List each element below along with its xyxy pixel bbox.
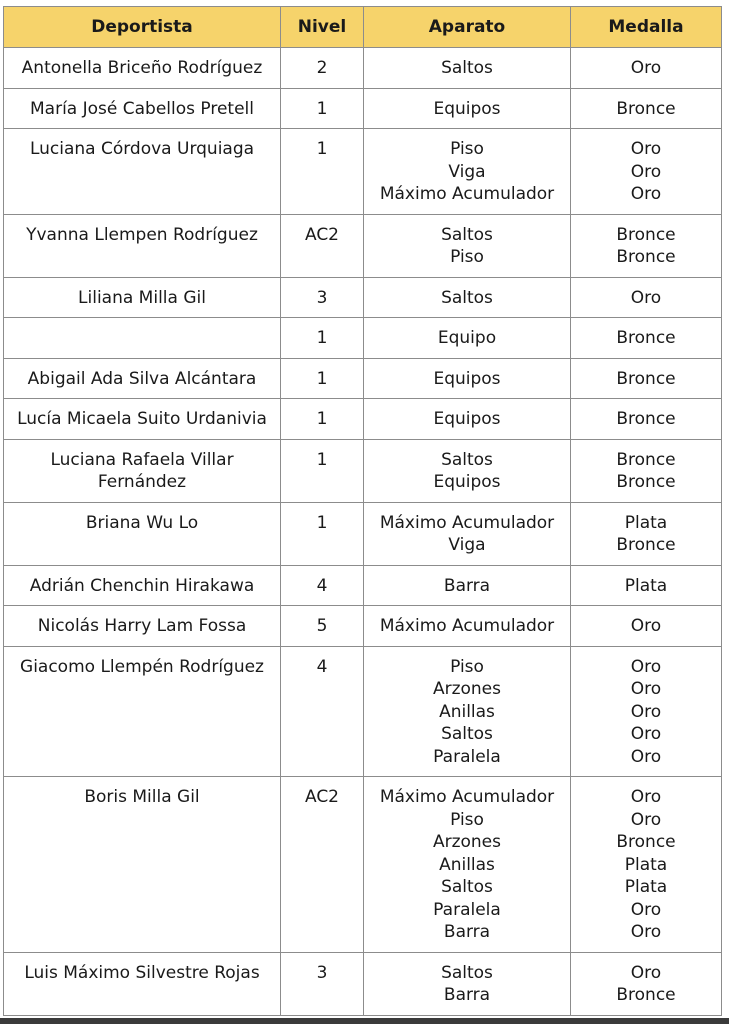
- athlete-cell: Briana Wu Lo: [4, 502, 281, 565]
- medal-item: Oro: [630, 616, 662, 636]
- medal-item: Bronce: [616, 535, 676, 555]
- apparatus-item: Saltos: [441, 962, 493, 983]
- level-cell: 3: [281, 952, 364, 1015]
- table-row: [4, 399, 722, 440]
- level-cell: 2: [281, 48, 364, 89]
- medal-item: Plata: [624, 512, 668, 533]
- medal-cell: [571, 565, 722, 606]
- athlete-cell: Antonella Briceño Rodríguez: [4, 48, 281, 89]
- medal-item: Oro: [630, 922, 662, 942]
- table-row: [4, 88, 722, 129]
- athlete-cell: Giacomo Llempén Rodríguez: [4, 646, 281, 777]
- medal-cell: [571, 777, 722, 953]
- medal-item: Oro: [630, 656, 662, 677]
- athlete-cell: [4, 318, 281, 359]
- bottom-edge-bar: [0, 1018, 729, 1024]
- medal-item: Bronce: [616, 985, 676, 1005]
- apparatus-item: Arzones: [432, 832, 502, 852]
- apparatus-item: Máximo Acumulador: [379, 787, 555, 807]
- table-row: [4, 646, 722, 777]
- athlete-cell: Boris Milla Gil: [4, 777, 281, 953]
- medal-cell: [571, 399, 722, 440]
- apparatus-cell: [364, 606, 571, 647]
- medal-item: Oro: [630, 899, 662, 920]
- apparatus-cell: [364, 48, 571, 89]
- medal-item: Bronce: [616, 98, 676, 119]
- apparatus-cell: [364, 318, 571, 359]
- apparatus-cell: [364, 277, 571, 318]
- table-row: [4, 214, 722, 277]
- apparatus-item: Saltos: [441, 58, 493, 78]
- apparatus-item: Paralela: [433, 899, 501, 920]
- level-cell: AC2: [281, 777, 364, 953]
- level-cell: 1: [281, 358, 364, 399]
- level-cell: 1: [281, 318, 364, 359]
- medal-cell: [571, 502, 722, 565]
- medal-item: Plata: [624, 575, 668, 596]
- apparatus-item: Barra: [443, 985, 491, 1005]
- table-body: [4, 48, 722, 1016]
- table-row: [4, 48, 722, 89]
- level-cell: 5: [281, 606, 364, 647]
- apparatus-cell: [364, 646, 571, 777]
- table-row: [4, 777, 722, 953]
- apparatus-item: Viga: [448, 161, 486, 182]
- athlete-cell: Yvanna Llempen Rodríguez: [4, 214, 281, 277]
- medal-item: Oro: [630, 962, 662, 983]
- medal-item: Plata: [624, 877, 668, 897]
- table-header: [4, 7, 722, 48]
- apparatus-cell: [364, 777, 571, 953]
- medal-item: Oro: [630, 161, 662, 182]
- level-cell: 1: [281, 439, 364, 502]
- apparatus-item: Anillas: [439, 854, 495, 875]
- medal-item: Oro: [630, 58, 662, 78]
- apparatus-item: Barra: [443, 575, 491, 596]
- athlete-cell: Abigail Ada Silva Alcántara: [4, 358, 281, 399]
- apparatus-item: Equipos: [433, 409, 501, 429]
- medal-cell: [571, 952, 722, 1015]
- table-row: [4, 565, 722, 606]
- apparatus-item: Máximo Acumulador: [379, 512, 555, 533]
- apparatus-item: Viga: [448, 535, 486, 555]
- apparatus-item: Saltos: [441, 449, 493, 470]
- athlete-cell: Luciana Rafaela Villar Fernández: [4, 439, 281, 502]
- apparatus-item: Equipos: [433, 98, 501, 119]
- apparatus-item: Piso: [450, 809, 484, 830]
- medal-item: Bronce: [616, 832, 676, 852]
- apparatus-item: Saltos: [441, 224, 493, 245]
- level-cell: 4: [281, 565, 364, 606]
- apparatus-item: Paralela: [433, 746, 501, 767]
- medal-item: Oro: [630, 184, 662, 204]
- athlete-cell: Nicolás Harry Lam Fossa: [4, 606, 281, 647]
- apparatus-cell: [364, 214, 571, 277]
- medal-item: Bronce: [616, 224, 676, 245]
- apparatus-item: Saltos: [441, 724, 493, 744]
- medal-item: Bronce: [616, 328, 676, 348]
- apparatus-cell: [364, 502, 571, 565]
- apparatus-item: Saltos: [441, 877, 493, 897]
- apparatus-cell: [364, 129, 571, 215]
- header-row: [4, 7, 722, 48]
- apparatus-item: Arzones: [432, 679, 502, 699]
- apparatus-cell: [364, 88, 571, 129]
- medal-cell: [571, 129, 722, 215]
- apparatus-item: Anillas: [439, 701, 495, 722]
- level-cell: 3: [281, 277, 364, 318]
- athlete-cell: Lucía Micaela Suito Urdanivia: [4, 399, 281, 440]
- medal-item: Oro: [630, 679, 662, 699]
- apparatus-item: Piso: [450, 247, 484, 267]
- medal-item: Oro: [630, 746, 662, 767]
- table-row: [4, 952, 722, 1015]
- apparatus-cell: [364, 952, 571, 1015]
- table-row: [4, 502, 722, 565]
- header-athlete: Deportista: [4, 7, 281, 48]
- header-level: Nivel: [281, 7, 364, 48]
- medal-item: Bronce: [616, 409, 676, 429]
- apparatus-item: Barra: [443, 922, 491, 942]
- apparatus-item: Equipos: [433, 472, 501, 492]
- apparatus-cell: [364, 399, 571, 440]
- apparatus-item: Piso: [450, 139, 484, 159]
- medal-item: Bronce: [616, 247, 676, 267]
- level-cell: 1: [281, 399, 364, 440]
- level-cell: 1: [281, 88, 364, 129]
- apparatus-item: Equipos: [433, 368, 501, 389]
- apparatus-item: Máximo Acumulador: [379, 184, 555, 204]
- athlete-cell: Adrián Chenchin Hirakawa: [4, 565, 281, 606]
- medal-cell: [571, 88, 722, 129]
- table-row: [4, 439, 722, 502]
- header-medal: Medalla: [571, 7, 722, 48]
- apparatus-cell: [364, 358, 571, 399]
- medal-cell: [571, 439, 722, 502]
- medal-item: Oro: [630, 809, 662, 830]
- apparatus-item: Equipo: [437, 328, 497, 348]
- medal-cell: [571, 48, 722, 89]
- level-cell: AC2: [281, 214, 364, 277]
- medal-cell: [571, 277, 722, 318]
- athlete-cell: María José Cabellos Pretell: [4, 88, 281, 129]
- apparatus-cell: [364, 565, 571, 606]
- apparatus-item: Piso: [450, 656, 484, 677]
- apparatus-item: Saltos: [441, 287, 493, 308]
- table-row: [4, 129, 722, 215]
- medal-item: Bronce: [616, 472, 676, 492]
- medal-cell: [571, 358, 722, 399]
- medal-cell: [571, 646, 722, 777]
- table-row: [4, 277, 722, 318]
- medal-item: Bronce: [616, 368, 676, 389]
- medal-cell: [571, 214, 722, 277]
- medal-item: Plata: [624, 854, 668, 875]
- header-apparatus: Aparato: [364, 7, 571, 48]
- medal-item: Bronce: [616, 449, 676, 470]
- medal-item: Oro: [630, 287, 662, 308]
- table-row: [4, 318, 722, 359]
- level-cell: 1: [281, 129, 364, 215]
- medal-item: Oro: [630, 139, 662, 159]
- table-row: [4, 606, 722, 647]
- apparatus-item: Máximo Acumulador: [379, 616, 555, 636]
- medal-item: Oro: [630, 701, 662, 722]
- table-row: [4, 358, 722, 399]
- athlete-cell: Liliana Milla Gil: [4, 277, 281, 318]
- medal-cell: [571, 606, 722, 647]
- medal-item: Oro: [630, 724, 662, 744]
- level-cell: 1: [281, 502, 364, 565]
- athlete-cell: Luis Máximo Silvestre Rojas: [4, 952, 281, 1015]
- athlete-cell: Luciana Córdova Urquiaga: [4, 129, 281, 215]
- results-table: [3, 6, 722, 1016]
- medal-item: Oro: [630, 787, 662, 807]
- level-cell: 4: [281, 646, 364, 777]
- medal-cell: [571, 318, 722, 359]
- apparatus-cell: [364, 439, 571, 502]
